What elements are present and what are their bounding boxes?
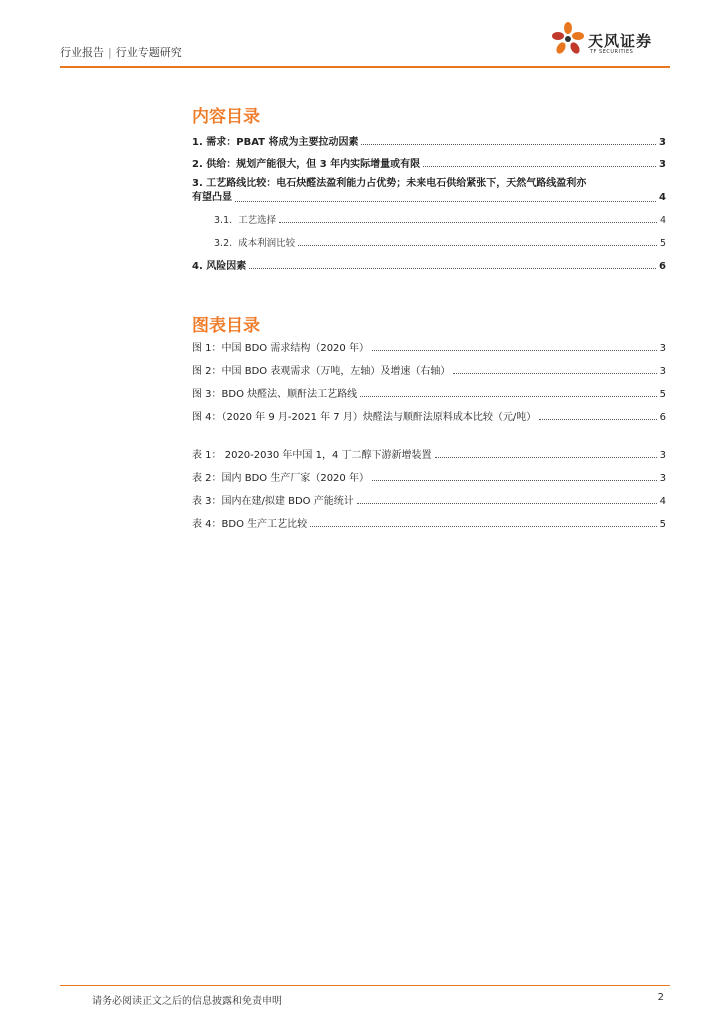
leader-dots [372, 480, 657, 481]
footer-divider [60, 985, 670, 986]
table-entry[interactable] [192, 491, 666, 507]
toc-entry[interactable] [192, 177, 666, 205]
brand-subtitle: TF SECURITIES [590, 49, 634, 55]
toc-entry[interactable] [192, 154, 666, 170]
toc-subentry-text: 工艺选择 [238, 215, 277, 226]
page-header [60, 32, 670, 64]
toc-entry-page: 3 [659, 159, 666, 170]
table-entry[interactable] [192, 445, 666, 461]
header-category: 行业报告 [60, 46, 104, 59]
leader-dots [361, 144, 656, 145]
toc-entry-text: 4. 风险因素 [192, 261, 247, 272]
toc-entry-text-line2: 有望凸显 [192, 192, 232, 203]
leader-dots [372, 350, 657, 351]
figure-entry[interactable] [192, 338, 666, 354]
toc-entry[interactable] [192, 132, 666, 148]
leader-dots [360, 396, 656, 397]
toc-subentry-page: 5 [659, 238, 666, 249]
toc-entry-text: 2. 供给：规划产能很大，但 3 年内实际增量或有限 [192, 159, 421, 170]
leader-dots [435, 457, 657, 458]
table-entry-text: 表 3：国内在建/拟建 BDO 产能统计 [192, 496, 354, 507]
leader-dots [423, 166, 656, 167]
figure-entry-page: 3 [659, 366, 666, 377]
figure-entry-page: 3 [659, 343, 666, 354]
figure-entry-text: 图 3：BDO 炔醛法、顺酐法工艺路线 [192, 389, 358, 400]
figure-entry[interactable] [192, 407, 666, 423]
leader-dots [310, 526, 656, 527]
figure-entry[interactable] [192, 361, 666, 377]
toc-subentry-number: 3.1. [214, 215, 233, 226]
toc-figures-title: 图表目录 [192, 316, 260, 336]
flower-logo-icon [550, 20, 586, 60]
table-entry-page: 3 [659, 450, 666, 461]
figure-entry-page: 5 [659, 389, 666, 400]
toc-subentry-text: 成本利润比较 [238, 238, 296, 249]
table-entry-page: 3 [659, 473, 666, 484]
table-entry-page: 4 [659, 496, 666, 507]
header-subcategory: 行业专题研究 [115, 46, 182, 59]
figure-entry-text: 图 4：（2020 年 9 月-2021 年 7 月）炔醛法与顺酐法原料成本比较（元/吨） [192, 412, 537, 423]
brand-logo [550, 20, 670, 60]
header-breadcrumb: 行业报告 | 行业专题研究 [60, 46, 182, 59]
toc-entry-page: 4 [659, 192, 666, 203]
leader-dots [298, 245, 657, 246]
table-entry-text: 表 4：BDO 生产工艺比较 [192, 519, 308, 530]
leader-dots [279, 222, 657, 223]
toc-subentry-page: 4 [659, 215, 666, 226]
table-entry-text: 表 1： 2020-2030 年中国 1，4 丁二醇下游新增装置 [192, 450, 432, 461]
toc-content-title: 内容目录 [192, 107, 260, 127]
table-entry[interactable] [192, 468, 666, 484]
toc-entry-page: 3 [659, 137, 666, 148]
leader-dots [357, 503, 657, 504]
figure-entry-page: 6 [659, 412, 666, 423]
toc-entry-text-line1: 3. 工艺路线比较：电石炔醛法盈利能力占优势；未来电石供给紧张下，天然气路线盈利亦 [192, 178, 587, 189]
toc-subentry[interactable] [192, 233, 666, 249]
toc-entry-page: 6 [659, 261, 666, 272]
brand-name: 天风证券 [588, 32, 653, 50]
leader-dots [249, 268, 656, 269]
page-number: 2 [657, 992, 664, 1003]
leader-dots [453, 373, 656, 374]
table-entry-text: 表 2：国内 BDO 生产厂家（2020 年） [192, 473, 369, 484]
toc-entry[interactable] [192, 256, 666, 272]
footer-disclaimer: 请务必阅读正文之后的信息披露和免责申明 [92, 996, 282, 1007]
figure-entry-text: 图 2：中国 BDO 表观需求（万吨，左轴）及增速（右轴） [192, 366, 451, 377]
figure-entry-text: 图 1：中国 BDO 需求结构（2020 年） [192, 343, 369, 354]
leader-dots [539, 419, 656, 420]
toc-subentry[interactable] [192, 210, 666, 226]
toc-subentry-number: 3.2. [214, 238, 233, 249]
table-entry-page: 5 [659, 519, 666, 530]
toc-entry-text: 1. 需求：PBAT 将成为主要拉动因素 [192, 137, 359, 148]
leader-dots [235, 201, 656, 202]
header-divider [60, 66, 670, 68]
figure-entry[interactable] [192, 384, 666, 400]
table-entry[interactable] [192, 514, 666, 530]
